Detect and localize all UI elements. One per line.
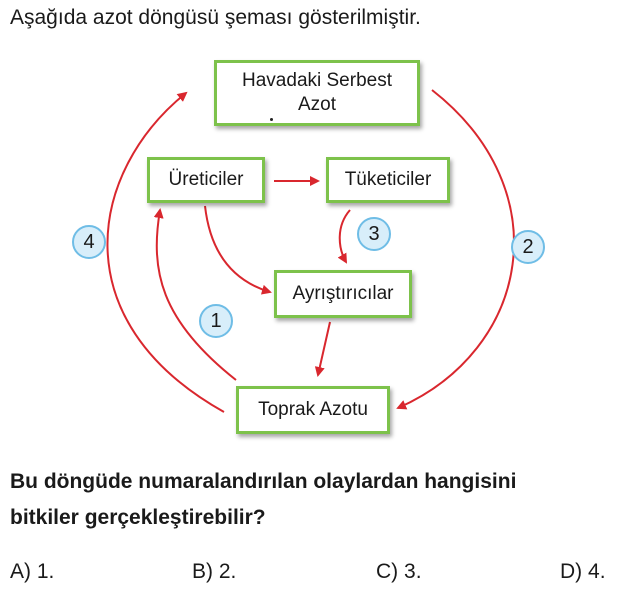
box-free-nitrogen-line1: Havadaki Serbest <box>242 70 392 91</box>
option-b-letter: B) <box>192 560 213 583</box>
arrow-1 <box>157 210 236 380</box>
option-c-value: 3. <box>404 560 422 583</box>
arrow-producers-decomposers <box>205 206 270 292</box>
box-producers <box>147 157 265 203</box>
stray-dot <box>270 118 273 121</box>
question-line1: Bu döngüde numaralandırılan olaylardan hangisini <box>10 470 517 493</box>
badge-1: 1 <box>199 304 233 338</box>
option-d-letter: D) <box>560 560 583 583</box>
arrow-4 <box>107 93 224 412</box>
box-free-nitrogen-line2: Azot <box>297 94 337 115</box>
box-free-nitrogen <box>214 60 420 126</box>
arrow-decomposers-soil <box>318 322 330 375</box>
option-c-letter: C) <box>376 560 399 583</box>
option-c[interactable] <box>376 560 422 584</box>
option-a[interactable] <box>10 560 54 584</box>
box-soil-nitrogen <box>236 386 390 434</box>
option-a-value: 1. <box>36 560 55 583</box>
intro-text: Aşağıda azot döngüsü şeması gösterilmiştir. <box>10 6 421 29</box>
question-line2: bitkiler gerçekleştirebilir? <box>10 506 266 529</box>
badge-4: 4 <box>72 225 106 259</box>
badge-3: 3 <box>357 217 391 251</box>
badge-2: 2 <box>511 230 545 264</box>
option-d-value: 4. <box>588 560 606 583</box>
option-b-value: 2. <box>218 560 237 583</box>
box-decomposers-label: Ayrıştırıcılar <box>292 283 394 304</box>
option-d[interactable] <box>560 560 606 584</box>
option-a-letter: A) <box>10 560 31 583</box>
box-consumers <box>326 157 450 203</box>
box-producers-label: Üreticiler <box>168 169 244 190</box>
arrow-3 <box>340 210 350 262</box>
arrow-2 <box>398 90 514 408</box>
box-decomposers <box>274 270 412 318</box>
box-soil-nitrogen-label: Toprak Azotu <box>258 399 368 420</box>
question <box>10 464 620 536</box>
box-consumers-label: Tüketiciler <box>344 169 432 190</box>
option-b[interactable] <box>192 560 236 584</box>
